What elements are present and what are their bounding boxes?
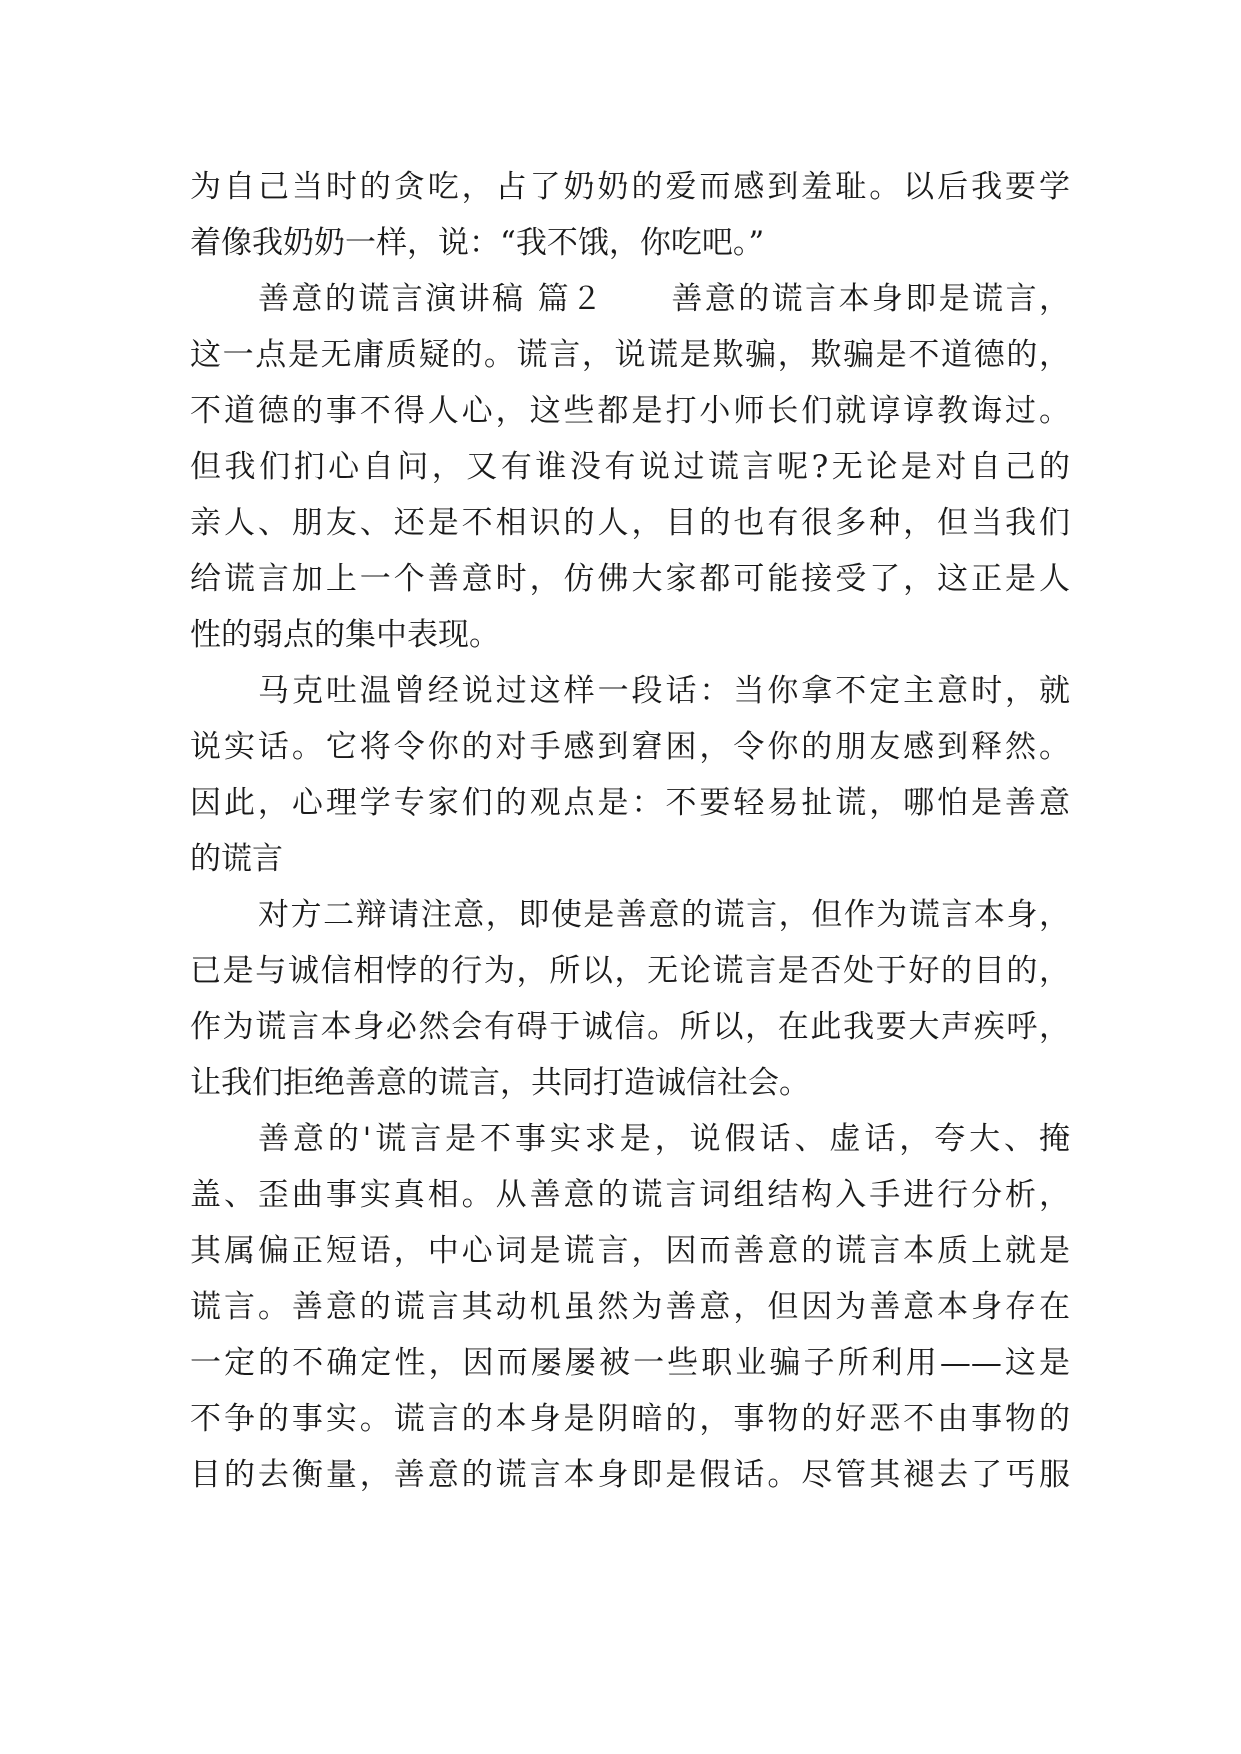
text-line: 亲人、朋友、还是不相识的人，目的也有很多种，但当我们 <box>190 505 1070 541</box>
text-line: 已是与诚信相悖的行为，所以，无论谎言是否处于好的目的， <box>190 953 1070 989</box>
text-line: 这一点是无庸质疑的。谎言，说谎是欺骗，欺骗是不道德的， <box>190 337 1070 373</box>
text-line: 的谎言 <box>190 841 283 877</box>
paragraph-first-line: 对方二辩请注意，即使是善意的谎言，但作为谎言本身， <box>258 897 1070 933</box>
text-line: 性的弱点的集中表现。 <box>190 617 500 653</box>
text-line: 为自己当时的贪吃，占了奶奶的爱而感到羞耻。以后我要学 <box>190 169 1070 205</box>
text-line: 作为谎言本身必然会有碍于诚信。所以，在此我要大声疾呼， <box>190 1009 1070 1045</box>
text-line: 谎言。善意的谎言其动机虽然为善意，但因为善意本身存在 <box>190 1289 1070 1325</box>
text-line: 一定的不确定性，因而屡屡被一些职业骗子所利用——这是 <box>190 1345 1070 1381</box>
text-line: 让我们拒绝善意的谎言，共同打造诚信社会。 <box>190 1065 810 1101</box>
text-line: 不争的事实。谎言的本身是阴暗的，事物的好恶不由事物的 <box>190 1401 1070 1437</box>
paragraph-first-line: 善意的'谎言是不事实求是，说假话、虚话，夸大、掩 <box>258 1121 1070 1157</box>
text-line: 目的去衡量，善意的谎言本身即是假话。尽管其褪去了丐服 <box>190 1457 1070 1493</box>
paragraph-heading-line: 善意的谎言演讲稿 篇２ 善意的谎言本身即是谎言， <box>258 281 1070 317</box>
text-line: 因此，心理学专家们的观点是：不要轻易扯谎，哪怕是善意 <box>190 785 1070 821</box>
text-line: 盖、歪曲事实真相。从善意的谎言词组结构入手进行分析， <box>190 1177 1070 1213</box>
text-line: 着像我奶奶一样，说：“我不饿，你吃吧。” <box>190 225 765 261</box>
paragraph-first-line: 马克吐温曾经说过这样一段话：当你拿不定主意时，就 <box>258 673 1070 709</box>
text-line: 说实话。它将令你的对手感到窘困，令你的朋友感到释然。 <box>190 729 1070 765</box>
text-line: 不道德的事不得人心，这些都是打小师长们就谆谆教诲过。 <box>190 393 1070 429</box>
text-line: 但我们扪心自问，又有谁没有说过谎言呢?无论是对自己的 <box>190 449 1070 485</box>
text-line: 给谎言加上一个善意时，仿佛大家都可能接受了，这正是人 <box>190 561 1070 597</box>
text-line: 其属偏正短语，中心词是谎言，因而善意的谎言本质上就是 <box>190 1233 1070 1269</box>
